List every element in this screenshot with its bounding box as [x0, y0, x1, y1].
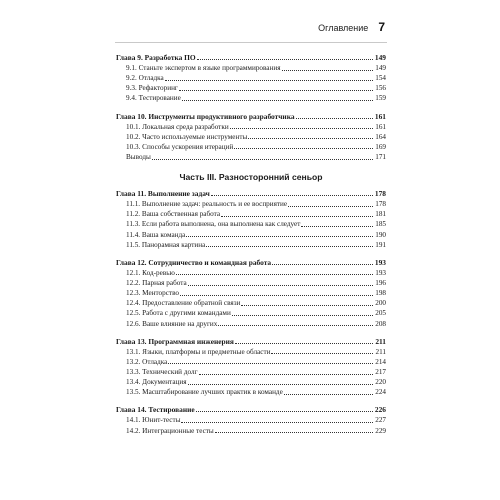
chapter-entry-page: 211 — [375, 336, 386, 346]
section-entry-page: 227 — [375, 416, 386, 425]
section-entry-page: 159 — [375, 94, 386, 103]
section-entry[interactable] — [116, 367, 386, 377]
section-entry-page: 190 — [375, 230, 386, 239]
section-entry-page: 185 — [375, 220, 386, 229]
section-entry-title: 10.3. Способы ускорения итераций — [126, 142, 234, 151]
dot-leader — [241, 305, 373, 306]
section-entry[interactable] — [116, 132, 386, 142]
section-entry-page: 164 — [375, 132, 386, 141]
section-entry-page: 205 — [375, 309, 386, 318]
section-entry-title: 13.2. Отладка — [126, 357, 168, 366]
section-entry-page: 198 — [375, 289, 386, 298]
dot-leader — [272, 264, 373, 265]
section-entry-title: 13.5. Масштабирование лучших практик в команде — [126, 388, 283, 397]
section-entry[interactable] — [116, 347, 386, 357]
dot-leader — [271, 353, 373, 354]
section-entry-title: 13.1. Языки, платформы и предметные области — [126, 347, 271, 356]
dot-leader — [282, 70, 374, 71]
chapter-block — [116, 404, 386, 435]
chapter-entry[interactable] — [116, 52, 386, 63]
section-entry-page: 149 — [375, 64, 386, 72]
chapter-gap — [116, 329, 386, 336]
section-entry-title: 11.3. Если работа выполнена, она выполнена как следует — [126, 220, 301, 229]
dot-leader — [152, 159, 373, 160]
section-entry-page: 220 — [375, 378, 386, 387]
section-entry-page: 229 — [375, 426, 386, 435]
section-entry-title: 10.1. Локальная среда разработки — [126, 122, 229, 131]
section-entry-page: 217 — [375, 367, 386, 376]
header-rule — [115, 42, 387, 43]
chapter-block — [116, 111, 386, 163]
section-entry-title: 11.5. Панорамная картина — [126, 240, 206, 249]
dot-leader — [288, 206, 373, 207]
section-entry-title: 10.2. Часто используемые инструменты — [126, 132, 248, 141]
dot-leader — [248, 138, 373, 139]
dot-leader — [301, 226, 373, 227]
dot-leader — [232, 315, 373, 316]
dot-leader — [235, 343, 373, 344]
section-entry[interactable] — [116, 230, 386, 240]
dot-leader — [221, 216, 373, 217]
header-title: Оглавление — [318, 23, 369, 33]
section-entry[interactable] — [116, 357, 386, 367]
dot-leader — [179, 90, 373, 91]
chapter-block — [116, 336, 386, 398]
dot-leader — [168, 363, 373, 364]
section-entry[interactable] — [116, 387, 386, 397]
section-entry-page: 211 — [375, 347, 386, 356]
chapter-entry-title: Глава 13. Программная инженерия — [116, 336, 234, 346]
section-entry-page: 169 — [375, 142, 386, 151]
dot-leader — [230, 128, 373, 129]
chapter-gap — [116, 250, 386, 257]
chapter-gap — [116, 104, 386, 111]
section-entry-page: 156 — [375, 84, 386, 93]
chapter-entry-page: 226 — [374, 405, 386, 415]
chapter-entry-title: Глава 12. Сотрудничество и командная работа — [116, 257, 272, 267]
dot-leader — [165, 80, 373, 81]
section-entry-title: 12.6. Ваше влияние на других — [126, 319, 218, 328]
section-entry-page: 193 — [375, 268, 386, 277]
section-entry-title: 12.5. Работа с другими командами — [126, 309, 231, 318]
dot-leader — [215, 432, 373, 433]
section-entry[interactable] — [116, 83, 386, 93]
section-entry[interactable] — [116, 278, 386, 288]
section-entry[interactable] — [116, 122, 386, 132]
section-entry-title: 9.3. Рефакторинг — [126, 84, 178, 93]
section-entry-page: 181 — [375, 210, 386, 219]
section-entry[interactable] — [116, 426, 386, 436]
chapter-entry[interactable] — [116, 188, 386, 199]
section-entry[interactable] — [116, 199, 386, 209]
dot-leader — [211, 195, 373, 196]
chapter-block — [116, 52, 386, 104]
section-entry-title: 12.2. Парная работа — [126, 278, 187, 287]
dot-leader — [206, 246, 373, 247]
section-entry-title: 12.1. Код-ревью — [126, 268, 175, 277]
part-title: Часть III. Разносторонний сеньор — [179, 172, 323, 183]
section-entry-page: 171 — [375, 152, 386, 161]
section-entry-title: 14.2. Интеграционные тесты — [126, 426, 214, 435]
dot-leader — [176, 274, 373, 275]
section-entry[interactable] — [116, 209, 386, 219]
dot-leader — [234, 148, 373, 149]
section-entry[interactable] — [116, 73, 386, 83]
section-entry-title: 11.1. Выполнение задач: реальность и ее восприятие — [126, 200, 288, 209]
dot-leader — [218, 325, 373, 326]
section-entry-title: Выводы — [126, 152, 151, 161]
dot-leader — [296, 118, 373, 119]
section-entry[interactable] — [116, 298, 386, 308]
section-entry-page: 161 — [375, 122, 386, 131]
dot-leader — [196, 411, 373, 412]
section-entry[interactable] — [116, 288, 386, 298]
dot-leader — [182, 100, 373, 101]
dot-leader — [186, 236, 373, 237]
section-entry[interactable] — [116, 63, 386, 73]
dot-leader — [188, 285, 373, 286]
section-entry-title: 11.4. Ваша команда — [126, 230, 186, 239]
section-entry[interactable] — [116, 240, 386, 250]
chapter-entry-title: Глава 11. Выполнение задач — [116, 189, 210, 199]
dot-leader — [180, 295, 373, 296]
section-entry[interactable] — [116, 415, 386, 425]
chapter-block — [116, 188, 386, 250]
chapter-entry-title: Глава 10. Инструменты продуктивного разработчика — [116, 111, 295, 121]
section-entry-title: 9.4. Тестирование — [126, 94, 181, 103]
dot-leader — [188, 384, 373, 385]
chapter-entry-page: 193 — [374, 257, 386, 267]
chapter-entry-page: 149 — [374, 53, 386, 62]
section-entry-title: 13.4. Документация — [126, 378, 187, 387]
section-entry-page: 200 — [375, 299, 386, 308]
section-entry[interactable] — [116, 142, 386, 152]
table-of-contents — [116, 52, 386, 436]
section-entry-page: 214 — [375, 357, 386, 366]
section-entry[interactable] — [116, 152, 386, 162]
dot-leader — [284, 394, 373, 395]
section-entry[interactable] — [116, 93, 386, 103]
section-entry-title: 13.3. Технический долг — [126, 367, 198, 376]
section-entry-page: 178 — [375, 200, 386, 209]
chapter-entry[interactable] — [116, 111, 386, 122]
section-entry-title: 9.2. Отладка — [126, 74, 164, 83]
dot-leader — [197, 59, 373, 60]
running-header — [318, 20, 385, 34]
chapter-entry[interactable] — [116, 336, 386, 347]
chapter-entry[interactable] — [116, 404, 386, 415]
section-entry-title: 9.1. Станьте экспертом в языке программирования — [126, 64, 281, 72]
section-entry[interactable] — [116, 319, 386, 329]
chapter-entry[interactable] — [116, 257, 386, 268]
section-entry-page: 191 — [375, 240, 386, 249]
section-entry-title: 12.4. Предоставление обратной связи — [126, 299, 241, 308]
chapter-entry-page: 161 — [374, 111, 386, 121]
chapter-gap — [116, 397, 386, 404]
section-entry-title: 14.1. Юнит-тесты — [126, 416, 181, 425]
section-entry-page: 224 — [375, 388, 386, 397]
chapter-block — [116, 257, 386, 329]
dot-leader — [181, 422, 373, 423]
section-entry-title: 12.3. Менторство — [126, 289, 180, 298]
chapter-entry-title: Глава 9. Разработка ПО — [116, 53, 196, 62]
section-entry[interactable] — [116, 219, 386, 229]
chapter-entry-page: 178 — [374, 189, 386, 199]
section-entry-title: 11.2. Ваша собственная работа — [126, 210, 221, 219]
section-entry[interactable] — [116, 308, 386, 318]
dot-leader — [199, 374, 373, 375]
section-entry-page: 154 — [375, 74, 386, 83]
section-entry[interactable] — [116, 268, 386, 278]
page-number: 7 — [378, 20, 385, 34]
section-entry-page: 208 — [375, 319, 386, 328]
section-entry[interactable] — [116, 377, 386, 387]
chapter-entry-title: Глава 14. Тестирование — [116, 405, 195, 415]
section-entry-page: 196 — [375, 278, 386, 287]
